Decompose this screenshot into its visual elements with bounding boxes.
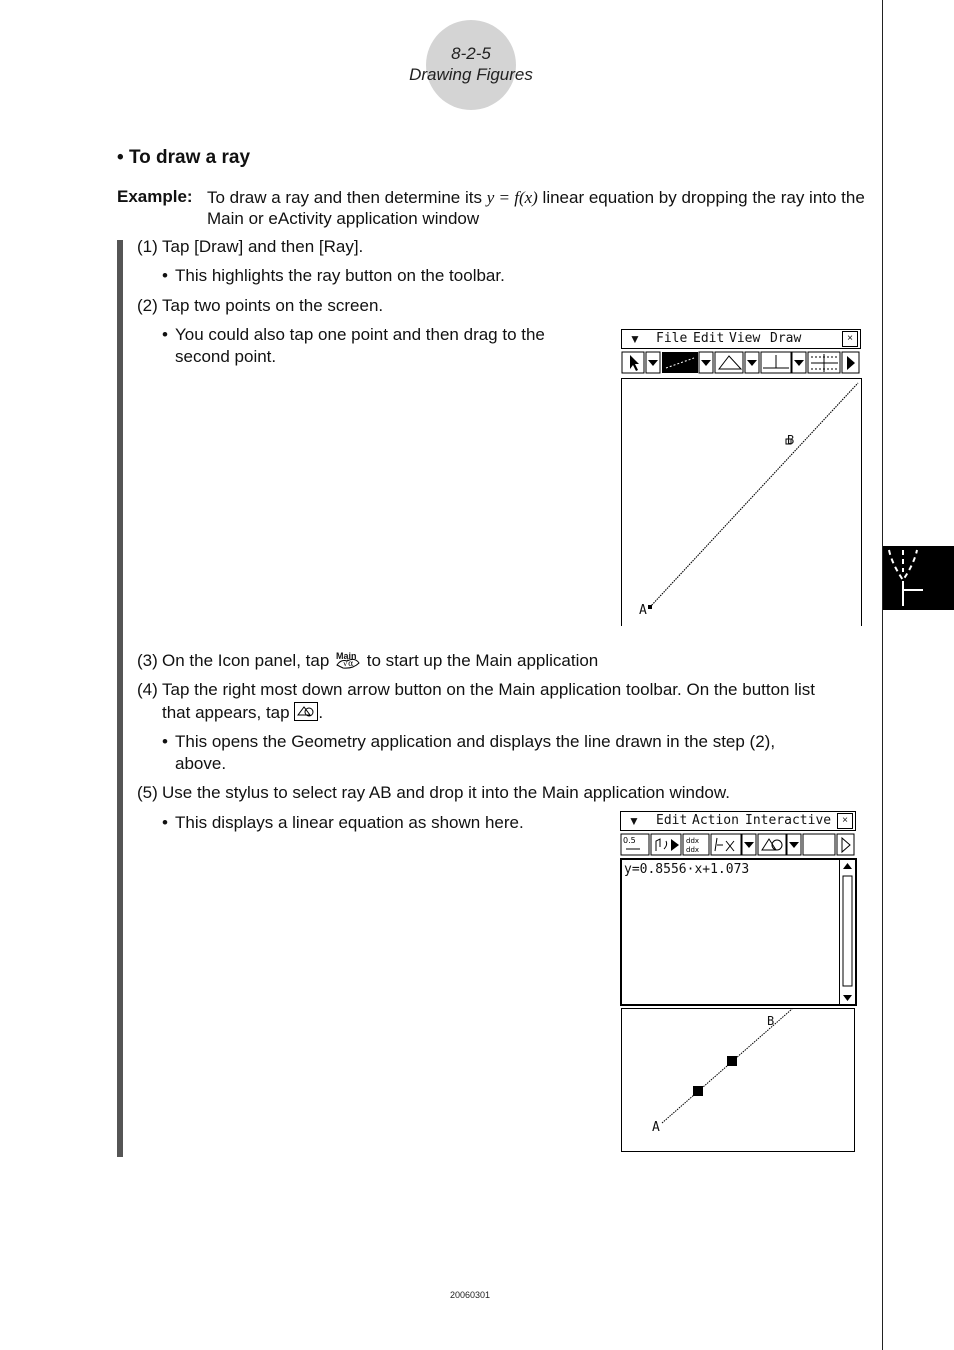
geometry-menu-bar: [621, 329, 861, 349]
menu-action[interactable]: Action: [692, 813, 739, 828]
geometry-screenshot: [621, 329, 861, 625]
menu-edit[interactable]: Edit: [656, 813, 688, 828]
step-1-note-text: This highlights the ray button on the toolbar.: [175, 266, 505, 285]
main-toolbar: [620, 833, 856, 857]
right-margin-rule: [882, 0, 883, 1350]
triangle-tool-button[interactable]: [715, 352, 743, 373]
menu-view[interactable]: View: [729, 331, 761, 346]
example-text: [207, 187, 867, 229]
step-4-line2-after: .: [318, 703, 324, 722]
perpendicular-dropdown-icon[interactable]: [792, 352, 806, 373]
section-title: [117, 147, 250, 169]
ray-tool-button[interactable]: [662, 352, 698, 373]
example-label: Example:: [117, 187, 193, 206]
decimal-toggle-button[interactable]: [621, 834, 649, 855]
step-2-note-line1: You could also tap one point and then drag to the: [175, 325, 545, 344]
ray-handle-1[interactable]: [693, 1086, 703, 1096]
grid-tool-button[interactable]: [808, 352, 840, 373]
main-app-icon: [334, 651, 362, 673]
geometry-toolbar: [621, 351, 861, 375]
point-a-label: A: [639, 603, 647, 618]
step-3-text-before: On the Icon panel, tap: [162, 651, 335, 670]
footer-code: 20060301: [449, 1290, 491, 1300]
main-work-area[interactable]: [620, 858, 857, 1006]
select-dropdown-icon[interactable]: [646, 352, 660, 373]
geometry-window[interactable]: [621, 1008, 855, 1152]
point-a-label: A: [652, 1120, 660, 1135]
scroll-thumb[interactable]: [843, 876, 852, 986]
step-3-text: [162, 650, 598, 673]
geometry-app-button[interactable]: [758, 834, 786, 855]
step-2-text: Tap two points on the screen.: [162, 296, 384, 315]
step-4-line2-before: that appears, tap: [162, 703, 295, 722]
page-number: 8-2-5: [451, 44, 491, 63]
ray-handle-2[interactable]: [727, 1056, 737, 1066]
bullet-marker: •: [162, 732, 168, 751]
menu-interactive[interactable]: Interactive: [745, 813, 832, 828]
step-4-line2: [162, 702, 323, 724]
step-2-note-line2: second point.: [175, 347, 277, 366]
svg-text:√α: √α: [343, 658, 354, 668]
geometry-chapter-icon: [883, 546, 954, 610]
fraction-button[interactable]: [683, 834, 709, 855]
example-text-part2: linear equation by dropping the ray into the Main or eActivity application window: [207, 188, 865, 228]
calc-dropdown-icon[interactable]: [742, 834, 756, 855]
menu-edit[interactable]: Edit: [693, 331, 725, 346]
example-text-part1: To draw a ray and then determine its: [207, 188, 487, 207]
calc-functions-button[interactable]: [711, 834, 741, 855]
example-formula: y = f(x): [486, 188, 538, 207]
step-5-note-text: This displays a linear equation as shown here.: [175, 813, 524, 832]
step-2-number: (2): [137, 296, 158, 315]
main-menu-bar: [620, 811, 856, 831]
equation-output: y=0.8556·x+1.073: [624, 862, 750, 877]
step-3-text-after: to start up the Main application: [362, 651, 599, 670]
step-1-number: (1): [137, 237, 158, 256]
decimal-toggle-label: 0.5: [623, 836, 636, 845]
menu-dropdown-icon[interactable]: ▼: [628, 814, 640, 828]
chapter-tab: [883, 546, 954, 610]
point-b-label: B: [767, 1014, 775, 1028]
menu-draw[interactable]: Draw: [770, 331, 802, 346]
menu-file[interactable]: File: [656, 331, 688, 346]
step-4-line1: Tap the right most down arrow button on the Main application toolbar. On the button list: [162, 680, 815, 699]
step-5-number: (5): [137, 783, 158, 802]
point-b-label: B: [787, 433, 795, 447]
svg-text:ddx: ddx: [686, 846, 700, 854]
step-4-number: (4): [137, 680, 158, 699]
chapter-title: Drawing Figures: [409, 65, 533, 84]
toolbar-scroll-right-icon[interactable]: [842, 352, 859, 373]
procedure-sidebar-bar: [117, 240, 123, 1157]
geometry-canvas[interactable]: [621, 378, 862, 626]
scroll-down-icon[interactable]: [843, 995, 852, 1001]
point-a-marker[interactable]: [648, 605, 652, 609]
select-tool-button[interactable]: [622, 352, 644, 373]
vertical-scrollbar[interactable]: [839, 860, 855, 1004]
app-list-dropdown-icon[interactable]: [787, 834, 801, 855]
step-1-text: Tap [Draw] and then [Ray].: [162, 237, 364, 256]
ray-ab[interactable]: [650, 383, 858, 607]
section-bullet: •: [117, 147, 124, 168]
bullet-marker: •: [162, 813, 168, 832]
menu-dropdown-icon[interactable]: ▼: [629, 332, 641, 346]
toolbar-scroll-right-icon[interactable]: [837, 834, 854, 855]
close-icon[interactable]: ×: [837, 813, 853, 829]
step-4-note-line1: This opens the Geometry application and displays the line drawn in the step (2),: [175, 732, 776, 751]
stylus-button[interactable]: [651, 834, 681, 855]
scroll-up-icon[interactable]: [843, 863, 852, 869]
bullet-marker: •: [162, 325, 168, 344]
perpendicular-tool-button[interactable]: [761, 352, 791, 373]
bullet-marker: •: [162, 266, 168, 285]
geometry-app-icon: [294, 702, 318, 721]
ray-dropdown-icon[interactable]: [699, 352, 713, 373]
section-title-text: To draw a ray: [128, 147, 251, 168]
main-app-icon-label: Main: [336, 650, 357, 661]
close-icon[interactable]: ×: [842, 331, 858, 347]
step-5-text: Use the stylus to select ray AB and drop it into the Main application window.: [162, 783, 730, 802]
step-3-number: (3): [137, 651, 158, 670]
triangle-dropdown-icon[interactable]: [745, 352, 759, 373]
svg-text:ddx: ddx: [686, 837, 700, 845]
main-app-screenshot: [620, 811, 856, 1153]
step-4-note-line2: above.: [175, 754, 227, 773]
